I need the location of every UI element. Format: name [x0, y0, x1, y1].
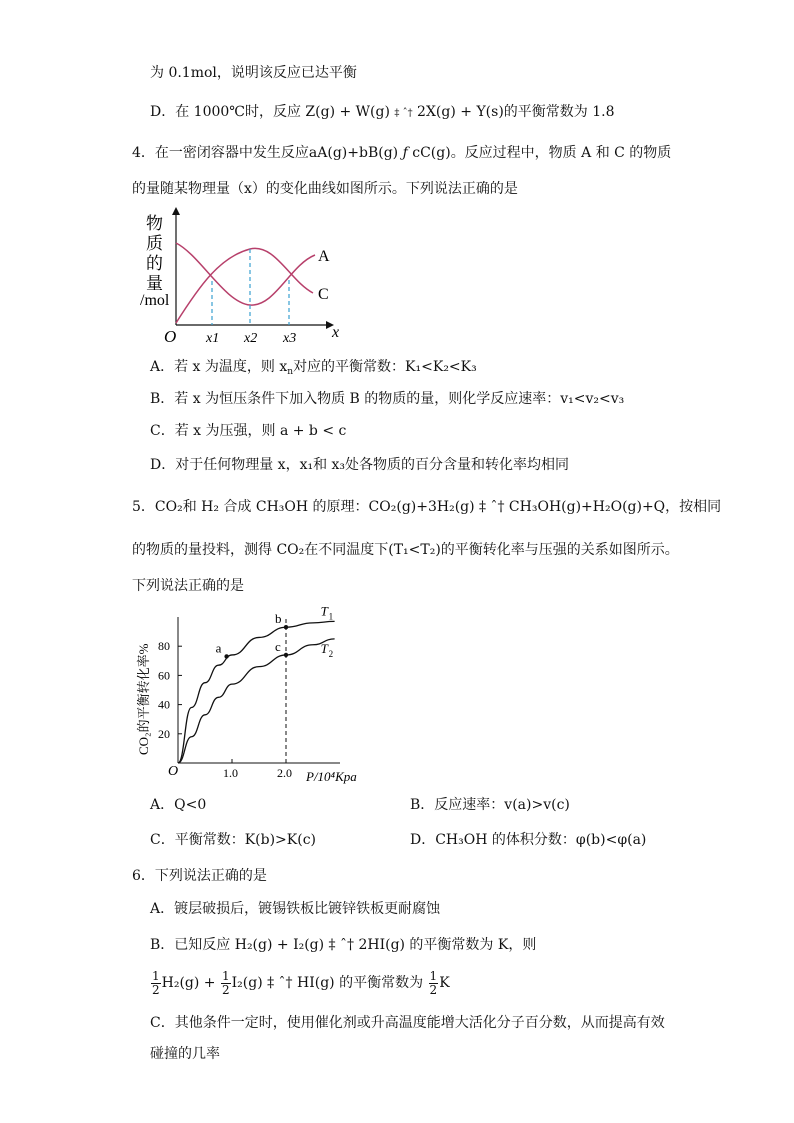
q5-point-a	[224, 654, 228, 658]
q5-stem-line1: 5．CO₂和 H₂ 合成 CH₃OH 的原理：CO₂(g)+3H₂(g) ‡ ˆ† CH₃OH(g)+H₂O(g)+Q，按相同	[132, 499, 722, 515]
q5-point-label-c: c	[275, 638, 281, 654]
q5-stem-line2: 的物质的量投料，测得 CO₂在不同温度下(T₁<T₂)的平衡转化率与压强的关系如图所示。	[132, 542, 679, 558]
q4-tick-x1: x1	[206, 331, 220, 346]
q5-origin: O	[168, 764, 179, 779]
q3-option-c-continuation: 为 0.1mol，说明该反应已达平衡	[150, 65, 357, 81]
q5-option-c[interactable]: C．平衡常数：K(b)>K(c)	[150, 832, 317, 848]
q5-series-T1	[178, 621, 335, 763]
q4-optA-sub: n	[287, 367, 294, 377]
q6-stem: 6．下列说法正确的是	[132, 868, 267, 884]
q5-ytick-label-80: 80	[158, 639, 170, 654]
q6-i2-text: I₂(g) ‡ ˆ† HI(g) 的平衡常数为	[231, 975, 424, 991]
q6-frac-3: $\frac{1}{2}$	[429, 968, 438, 997]
q4-option-d[interactable]: D．对于任何物理量 x，x₁和 x₃处各物质的百分含量和转化率均相同	[150, 457, 570, 473]
q5-chart	[130, 605, 360, 785]
q5-option-d[interactable]: D．CH₃OH 的体积分数：φ(b)<φ(a)	[410, 832, 647, 848]
q3-option-d[interactable]	[150, 102, 615, 124]
q5-ytick-label-20: 20	[158, 726, 170, 741]
q6-option-a[interactable]: A．镀层破损后，镀锡铁板比镀锌铁板更耐腐蚀	[150, 901, 441, 917]
q5-ytick-label-60: 60	[158, 668, 170, 683]
q5-option-a[interactable]: A．Q<0	[150, 797, 207, 813]
equilibrium-symbol-icon: ƒ	[402, 145, 408, 161]
q4-ylabel-4: 量	[146, 274, 163, 293]
q5-series-label-sub-T1: 1	[328, 611, 334, 622]
q4-reaction: aA(g)+bB(g)	[308, 145, 399, 161]
q4-ylabel-5: /mol	[140, 292, 170, 309]
q4-tick-x3: x3	[283, 331, 297, 346]
q4-label-c: C	[318, 286, 329, 303]
q6-k-text: K	[439, 975, 450, 991]
q5-point-label-b: b	[275, 611, 282, 627]
q4-label-a: A	[318, 248, 330, 265]
q5-xtick-label-2.0: 2.0	[277, 766, 292, 780]
q4-figure	[130, 205, 350, 347]
q4-stem-text: 4．在一密闭容器中发生反应	[132, 145, 309, 161]
q4-stem-text-2: 。反应过程中，物质 A 和 C 的物质	[450, 145, 672, 161]
equilibrium-arrow-icon: ‡ ˆ†	[394, 108, 413, 119]
q4-option-a[interactable]	[150, 357, 477, 382]
q5-point-b	[284, 625, 288, 629]
q5-series-label-sub-T2: 2	[328, 648, 334, 659]
q3-d-tail: 的平衡常数为 1.8	[503, 104, 615, 120]
q5-xtick-label-1.0: 1.0	[223, 766, 238, 780]
q4-y-arrow-icon	[172, 207, 180, 215]
q5-x-label: P/10⁴Kpa	[306, 769, 357, 784]
q4-stem-line2: 的量随某物理量（x）的变化曲线如图所示。下列说法正确的是	[132, 181, 518, 197]
q6-option-b[interactable]: B．已知反应 H₂(g) + I₂(g) ‡ ˆ† 2HI(g) 的平衡常数为 K，则	[150, 937, 537, 953]
q4-origin: O	[164, 327, 177, 346]
q5-series-label-T1: T	[320, 605, 328, 619]
q6-option-c-line2: 碰撞的几率	[150, 1046, 220, 1062]
q4-optA-tail: 对应的平衡常数：K₁<K₂<K₃	[293, 359, 477, 375]
q5-point-c	[284, 653, 288, 657]
q3-d-products: 2X(g) + Y(s)	[417, 104, 504, 120]
q4-curve-a	[176, 243, 315, 305]
q4-ylabel-3: 的	[146, 254, 163, 273]
q3-d-equation: Z(g) + W(g)	[305, 104, 390, 120]
q5-ytick-label-40: 40	[158, 697, 170, 712]
q4-stem-line1	[132, 143, 671, 163]
q4-x-label: x	[332, 324, 340, 341]
q5-option-b[interactable]: B．反应速率：v(a)>v(c)	[410, 797, 570, 813]
q4-option-c[interactable]: C．若 x 为压强，则 a + b < c	[150, 423, 347, 439]
q4-tick-x2: x2	[244, 331, 258, 346]
q5-y-label: CO₂的平衡转化率%	[136, 643, 151, 755]
q3-d-label: D．在 1000℃时，反应	[150, 104, 301, 120]
q4-ylabel-2: 质	[146, 234, 163, 253]
q4-product: cC(g)	[412, 145, 451, 161]
q5-series-T2	[178, 639, 335, 763]
q4-ylabel-1: 物	[146, 214, 163, 233]
q5-point-label-a: a	[215, 640, 222, 656]
q6-option-c-line1[interactable]: C．其他条件一定时，使用催化剂或升高温度能增大活化分子百分数，从而提高有效	[150, 1015, 665, 1031]
q6-frac-1: $\frac{1}{2}$	[152, 968, 160, 997]
q4-optA-text: A．若 x 为温度，则 x	[150, 359, 288, 375]
q5-series-label-T2: T	[320, 640, 328, 656]
q4-option-b[interactable]: B．若 x 为恒压条件下加入物质 B 的物质的量，则化学反应速率：v₁<v₂<v₃	[150, 391, 625, 407]
q6-frac-2: $\frac{1}{2}$	[221, 968, 230, 997]
q6-h2-text: H₂(g) +	[161, 975, 216, 991]
q5-stem-line3: 下列说法正确的是	[132, 578, 244, 594]
q6-option-b-formula	[150, 966, 450, 1000]
